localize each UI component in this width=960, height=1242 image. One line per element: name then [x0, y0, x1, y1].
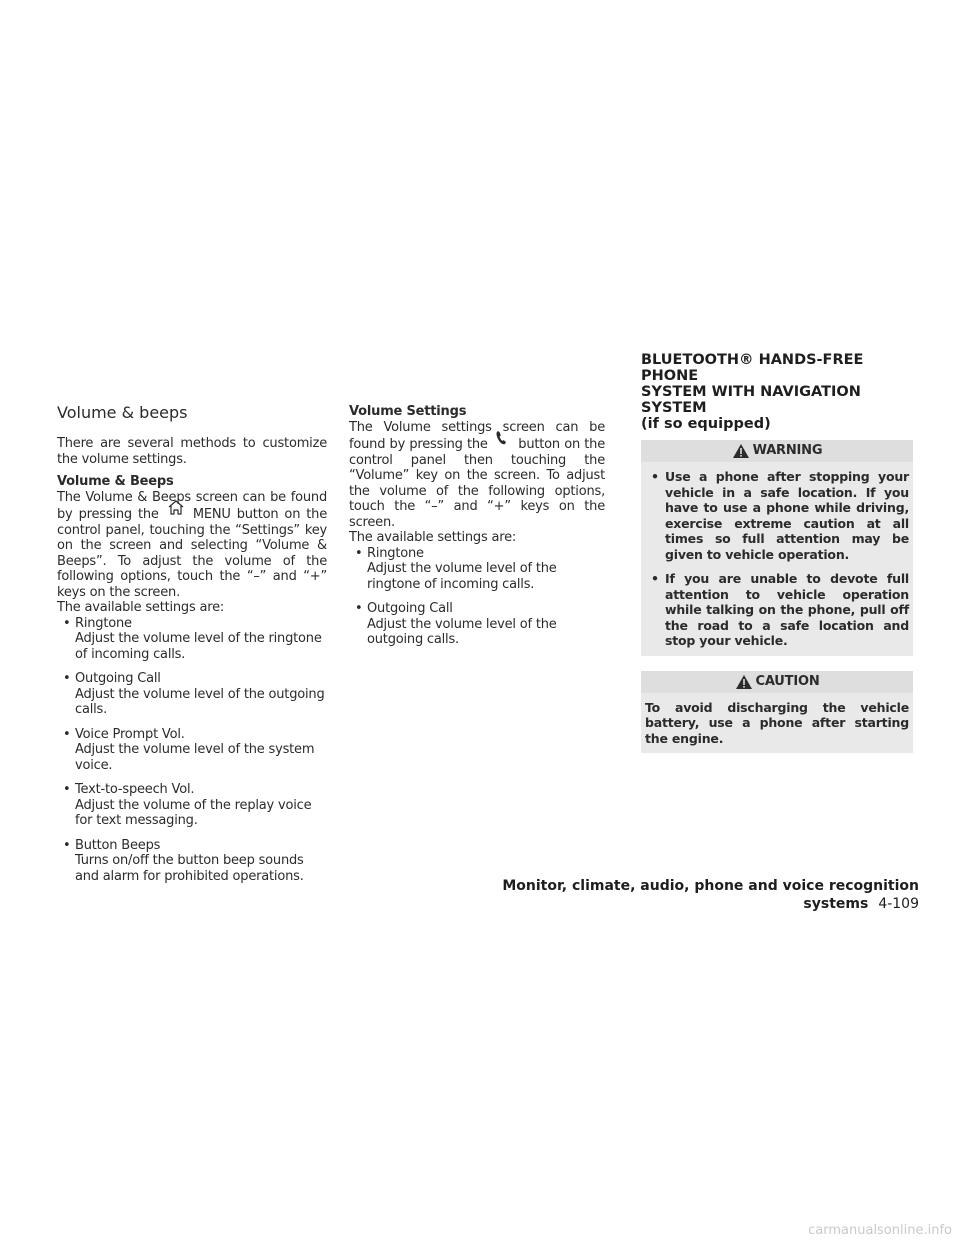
- volume-settings-paragraph: [349, 420, 605, 531]
- subheading-volume-settings: Volume Settings: [349, 404, 467, 419]
- item-name: • Ringtone: [75, 615, 132, 631]
- item-name: • Ringtone: [367, 545, 424, 561]
- item-desc: Adjust the volume level of the ringtone of incoming calls.: [367, 561, 557, 592]
- warning-header: [641, 440, 913, 462]
- title-line: (if so equipped): [641, 416, 771, 432]
- footer-section-title: Monitor, climate, audio, phone and voice recognition systems: [502, 878, 919, 912]
- caution-body: [641, 693, 913, 754]
- subheading-volume-beeps: Volume & Beeps: [57, 474, 174, 489]
- paragraph-text-part1: The Volume & Beeps screen can be found by pressing the: [57, 489, 327, 522]
- warning-item: • If you are unable to devote full attention to vehicle operation while talking on the phone, pull off the road to a safe location and stop your vehicle.: [645, 571, 909, 649]
- paragraph-text-part1: The Volume settings screen can be found by pressing the: [349, 419, 605, 452]
- list-item: [57, 782, 327, 829]
- warning-label: WARNING: [752, 443, 823, 459]
- paragraph-text-part2: button on the control panel then touching the “Volume” key on the screen. To adjust the volume of the following options, touch the “–” and “+” keys on the screen.: [349, 437, 606, 530]
- warning-triangle-icon: [732, 443, 750, 459]
- list-item: [57, 838, 327, 885]
- caution-box: [641, 671, 913, 754]
- caution-text: To avoid discharging the vehicle battery, use a phone after starting the engine.: [645, 699, 909, 746]
- watermark: carmanualsonline.info: [808, 1223, 952, 1238]
- page-number: 4-109: [878, 896, 919, 912]
- title-line: SYSTEM WITH NAVIGATION SYSTEM: [641, 384, 861, 416]
- settings-list: [57, 616, 327, 885]
- item-name: • Text-to-speech Vol.: [75, 782, 195, 797]
- page-footer: [424, 877, 919, 913]
- left-column: [57, 404, 327, 884]
- available-settings-label: The available settings are:: [57, 600, 225, 615]
- paragraph-text-part2: MENU button on the control panel, touching the “Settings” key on the screen and selecting “Volume & Beeps”. To adjust the volume of the following options, touch the “–” and “+” keys on the screen.: [57, 507, 327, 600]
- available-settings-label: The available settings are:: [349, 530, 517, 545]
- settings-list: [349, 546, 605, 648]
- home-menu-icon: [165, 505, 187, 520]
- item-desc: Adjust the volume level of the system voice.: [75, 742, 315, 773]
- warning-list: [645, 469, 909, 649]
- caution-header: [641, 671, 913, 693]
- right-column: [641, 352, 913, 753]
- item-name: • Button Beeps: [75, 837, 161, 853]
- item-desc: Adjust the volume level of the outgoing calls.: [75, 686, 325, 717]
- list-item: [57, 671, 327, 718]
- list-item: [349, 546, 605, 593]
- list-item: [349, 601, 605, 648]
- title-line: BLUETOOTH® HANDS-FREE PHONE: [641, 352, 864, 384]
- warning-triangle-icon: [735, 674, 753, 690]
- caution-label: CAUTION: [755, 673, 820, 689]
- warning-item: • Use a phone after stopping your vehicle in a safe location. If you have to use a phone while driving, exercise extreme caution at all times so full attention may be given to vehicle operation.: [645, 469, 909, 562]
- section-title-bluetooth: [641, 352, 913, 432]
- section-heading-volume-beeps: Volume & beeps: [57, 403, 188, 422]
- item-desc: Turns on/off the button beep sounds and alarm for prohibited operations.: [75, 853, 304, 884]
- item-desc: Adjust the volume of the replay voice for text messaging.: [75, 797, 312, 828]
- item-name: • Outgoing Call: [367, 601, 453, 616]
- middle-column: [349, 404, 605, 648]
- intro-paragraph: There are several methods to customize the volume settings.: [57, 436, 327, 467]
- item-name: • Voice Prompt Vol.: [75, 726, 185, 742]
- list-item: [57, 616, 327, 663]
- phone-icon: [492, 435, 514, 450]
- item-desc: Adjust the volume level of the ringtone of incoming calls.: [75, 631, 322, 662]
- item-desc: Adjust the volume level of the outgoing calls.: [367, 616, 557, 647]
- item-name: • Outgoing Call: [75, 671, 161, 686]
- volume-beeps-paragraph: [57, 490, 327, 601]
- list-item: [57, 727, 327, 774]
- warning-body: [641, 462, 913, 656]
- warning-box: [641, 440, 913, 656]
